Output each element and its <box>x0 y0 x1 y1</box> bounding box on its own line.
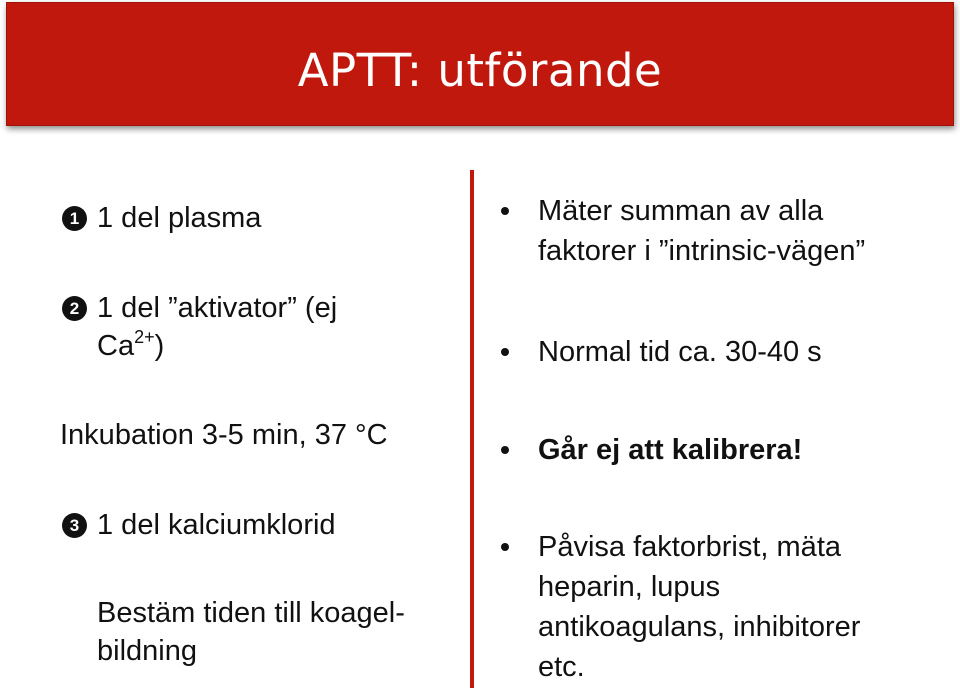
bullet-2-text: Normal tid ca. 30-40 s <box>538 336 822 368</box>
step-1-text: 1 del plasma <box>97 202 262 234</box>
step-2-close: ) <box>154 330 165 362</box>
step-1-marker: 1 <box>62 206 87 231</box>
bullet-4-text <box>538 527 948 687</box>
incubation-text: Inkubation 3-5 min, 37 °C <box>60 419 388 451</box>
bullet-1-line-1: Mäter summan av alla <box>538 195 824 227</box>
bullet-icon <box>501 543 509 551</box>
bullet-4-line-1: Påvisa faktorbrist, mäta <box>538 531 841 563</box>
bullet-1-text <box>538 191 948 271</box>
title-bar <box>6 2 954 126</box>
bullet-1-line-2: faktorer i ”intrinsic-vägen” <box>538 235 866 267</box>
bullet-icon <box>501 207 509 215</box>
measure-line-2: bildning <box>97 635 197 667</box>
step-2-line-2 <box>97 329 164 363</box>
step-3-marker: 3 <box>62 513 87 538</box>
bullet-4-line-3: antikoagulans, inhibitorer <box>538 611 861 643</box>
bullet-icon <box>501 446 509 454</box>
bullet-4-line-2: heparin, lupus <box>538 571 721 603</box>
step-2-ca: Ca <box>97 330 135 362</box>
bullet-icon <box>501 348 509 356</box>
step-2-marker: 2 <box>62 296 87 321</box>
step-2-superscript: 2+ <box>134 327 155 347</box>
slide-title: APTT: utförande <box>297 44 663 97</box>
bullet-4-line-4: etc. <box>538 651 585 683</box>
bullet-3-text: Går ej att kalibrera! <box>538 434 803 466</box>
step-2-line-1: 1 del ”aktivator” (ej <box>97 292 338 324</box>
column-divider <box>470 170 474 688</box>
step-3-text: 1 del kalciumklorid <box>97 509 336 541</box>
measure-line-1: Bestäm tiden till koagel- <box>97 597 405 629</box>
